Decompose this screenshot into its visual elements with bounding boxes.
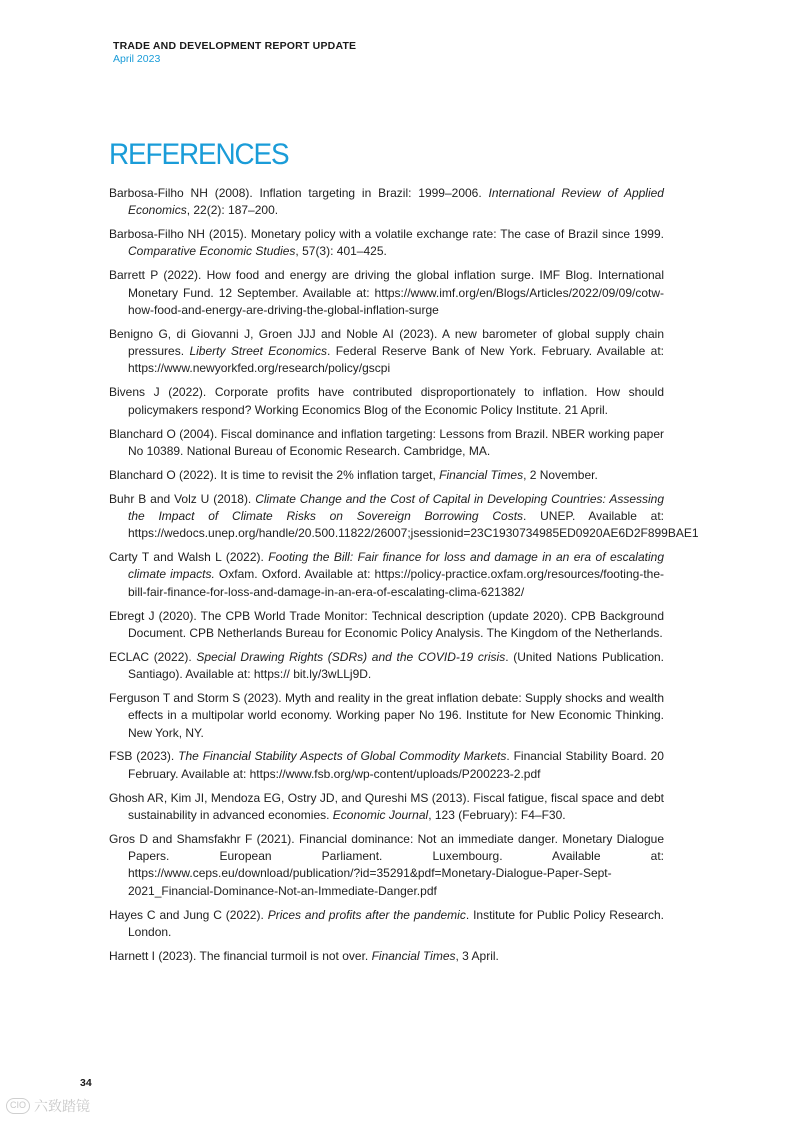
reference-source-title: Footing the Bill: Fair finance for loss and damage in an era of escalating climate impacts.	[128, 550, 664, 582]
reference-source-title: Special Drawing Rights (SDRs) and the COVID-19 crisis	[196, 649, 506, 664]
reference-text: Ghosh AR, Kim JI, Mendoza EG, Ostry JD, and Qureshi MS (2013). Fiscal fatigue, fiscal space and debt sustainability in advanced economies.	[109, 790, 664, 822]
reference-entry	[109, 831, 664, 900]
reference-text-tail: . Federal Reserve Bank of New York. February. Available at: https://www.newyorkfed.org/research/policy/gscpi	[128, 344, 665, 376]
reference-source-title: Liberty Street Economics	[189, 344, 327, 359]
reference-source-title: Climate Change and the Cost of Capital in Developing Countries: Assessing the Impact of Climate Risks on Sovereign Borrowing Costs	[128, 491, 665, 523]
reference-entry	[109, 907, 664, 942]
watermark-text: 六致踏镜	[34, 1098, 90, 1114]
running-header	[113, 40, 356, 66]
reference-entry	[109, 226, 664, 261]
reference-text-tail: . Institute for Public Policy Research. London.	[128, 907, 664, 939]
reference-text: Ebregt J (2020). The CPB World Trade Monitor: Technical description (update 2020). CPB Background Document. CPB Netherlands Bureau for Economic Policy Analysis. The Kingdom of the Netherlands.	[109, 608, 664, 640]
reference-text-tail: , 57(3): 401–425.	[295, 244, 387, 259]
reference-entry	[109, 790, 664, 825]
reference-source-title: International Review of Applied Economics	[128, 186, 664, 218]
reference-entry	[109, 491, 699, 543]
reference-entry	[109, 549, 664, 601]
reference-entry	[109, 608, 664, 643]
reference-text: Barbosa-Filho NH (2015). Monetary policy with a volatile exchange rate: The case of Brazil since 1999.	[109, 227, 664, 242]
reference-entry	[109, 690, 664, 742]
reference-text-tail: . Financial Stability Board. 20 February. Available at: https://www.fsb.org/wp-content/uploads/P200223-2.pdf	[128, 749, 664, 781]
reference-text: Bivens J (2022). Corporate profits have contributed disproportionately to inflation. How should policymakers respond? Working Economics Blog of the Economic Policy Institute. 21 April.	[109, 385, 664, 417]
reference-list	[109, 185, 699, 972]
reference-entry	[109, 426, 664, 461]
report-date: April 2023	[113, 53, 161, 65]
reference-text: Barbosa-Filho NH (2008). Inflation targeting in Brazil: 1999–2006.	[109, 186, 489, 200]
reference-text: Benigno G, di Giovanni J, Groen JJJ and Noble AI (2023). A new barometer of global supply chain pressures.	[109, 326, 664, 359]
reference-text: Hayes C and Jung C (2022).	[109, 907, 268, 922]
reference-text: Barrett P (2022). How food and energy are driving the global inflation surge. IMF Blog. International Monetary Fund. 12 September. Available at: https://www.imf.org/en/Blogs/Articles/2022/09/09/cotw-how-food-and-energy-are-driving-the-global-inflation-surge	[109, 268, 664, 317]
reference-text: Blanchard O (2022). It is time to revisit the 2% inflation target,	[109, 467, 440, 482]
reference-text-tail: . (United Nations Publication. Santiago). Available at: https:// bit.ly/3wLLj9D.	[128, 649, 665, 682]
reference-entry	[109, 384, 664, 419]
reference-entry	[109, 185, 664, 220]
page-number: 34	[80, 1077, 92, 1089]
watermark-logo-icon: CIO	[6, 1098, 30, 1114]
reference-text-tail: , 3 April.	[455, 948, 499, 963]
reference-text: Blanchard O (2004). Fiscal dominance and inflation targeting: Lessons from Brazil. NBER working paper No 10389. National Bureau of Economic Research. Cambridge, MA.	[109, 426, 664, 458]
reference-source-title: Economic Journal	[332, 807, 429, 822]
reference-source-title: Financial Times	[439, 467, 524, 482]
reference-text-tail: , 22(2): 187–200.	[186, 203, 279, 218]
reference-text: Carty T and Walsh L (2022).	[109, 550, 269, 565]
reference-text-tail: . UNEP. Available at: https://wedocs.unep.org/handle/20.500.11822/26007;jsessionid=23C1930734985ED0920AE6D2F899BAE1	[128, 508, 699, 541]
reference-text-tail: , 123 (February): F4–F30.	[428, 807, 566, 822]
reference-entry	[109, 948, 664, 965]
reference-source-title: Comparative Economic Studies	[128, 244, 296, 259]
reference-text: FSB (2023).	[109, 749, 179, 764]
report-title: TRADE AND DEVELOPMENT REPORT UPDATE	[113, 40, 357, 52]
reference-entry	[109, 649, 664, 684]
reference-text: ECLAC (2022).	[109, 649, 197, 664]
reference-source-title: Financial Times	[371, 948, 456, 963]
reference-source-title: Prices and profits after the pandemic	[267, 907, 466, 922]
reference-entry	[109, 748, 664, 783]
reference-text: Buhr B and Volz U (2018).	[109, 491, 256, 506]
reference-entry	[109, 467, 664, 484]
reference-text-tail: , 2 November.	[523, 467, 598, 482]
reference-text-tail: Oxfam. Oxford. Available at: https://policy-practice.oxfam.org/resources/footing-the-bill-fair-finance-for-loss-and-damage-in-an-era-of-escalating-clima-621382/	[128, 567, 664, 599]
watermark	[6, 1096, 90, 1116]
reference-entry	[109, 267, 664, 319]
page-title: REFERENCES	[109, 138, 289, 171]
reference-entry	[109, 326, 664, 378]
reference-text: Harnett I (2023). The financial turmoil is not over.	[109, 948, 372, 963]
reference-text: Gros D and Shamsfakhr F (2021). Financial dominance: Not an immediate danger. Monetary Dialogue Papers. European Parliament. Luxembourg. Available at: https://www.ceps.eu/download/publication/?id=35291&pdf=Monetary-Dialogue-Paper-Sept-2021_Financial-Dominance-Not-an-Immediate-Danger.pdf	[109, 831, 664, 898]
reference-source-title: The Financial Stability Aspects of Global Commodity Markets	[178, 749, 507, 764]
reference-text: Ferguson T and Storm S (2023). Myth and reality in the great inflation debate: Supply shocks and wealth effects in a multipolar world economy. Working paper No 196. Institute for New Economic Thinking. New York, NY.	[109, 690, 664, 740]
